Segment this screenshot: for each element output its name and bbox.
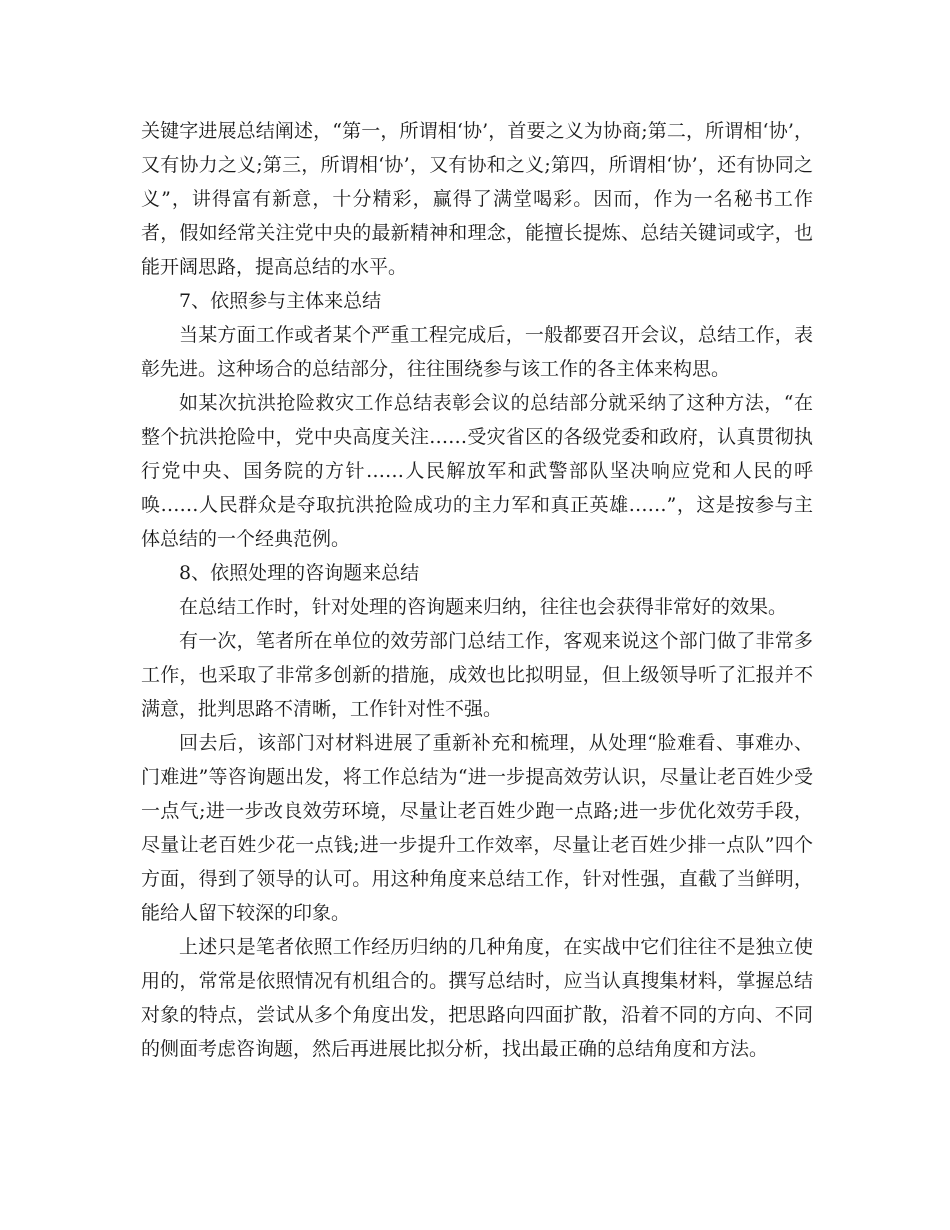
paragraph: 在总结工作时，针对处理的咨询题来归纳，往往也会获得非常好的效果。: [179, 596, 788, 618]
paragraph: 有一次，笔者所在单位的效劳部门总结工作，客观来说这个部门做了非常多工作，也采取了非常多创新的措施，成效也比拟明显，但上级领导听了汇报并不满意，批判思路不清晰，工作针对性不强。: [141, 630, 813, 720]
section-heading-7: 7、依照参与主体来总结: [179, 290, 382, 312]
paragraph: 如某次抗洪抢险救灾工作总结表彰会议的总结部分就采纳了这种方法，“在整个抗洪抢险中，党中央高度关注……受灾省区的各级党委和政府，认真贯彻执行党中央、国务院的方针……人民解放军和武警部队坚决响应党和人民的呼唤……人民群众是夺取抗洪抢险成功的主力军和真正英雄……”，这是按参与主体总结的一个经典范例。: [141, 392, 813, 550]
paragraph: 当某方面工作或者某个严重工程完成后，一般都要召开会议，总结工作，表彰先进。这种场合的总结部分，往往围绕参与该工作的各主体来构思。: [141, 324, 813, 380]
document-body: [141, 114, 813, 1066]
paragraph-continued: 关键字进展总结阐述，“第一，所谓相‘协’，首要之义为协商;第二，所谓相‘协’，又有协力之义;第三，所谓相‘协’，又有协和之义;第四，所谓相‘协’，还有协同之义”，讲得富有新意，十分精彩，赢得了满堂喝彩。因而，作为一名秘书工作者，假如经常关注党中央的最新精神和理念，能擅长提炼、总结关键词或字，也能开阔思路，提高总结的水平。: [141, 120, 813, 278]
paragraph: 回去后，该部门对材料进展了重新补充和梳理，从处理“脸难看、事难办、门难进”等咨询题出发，将工作总结为“进一步提高效劳认识，尽量让老百姓少受一点气;进一步改良效劳环境，尽量让老百姓少跑一点路;进一步优化效劳手段，尽量让老百姓少花一点钱;进一步提升工作效率，尽量让老百姓少排一点队”四个方面，得到了领导的认可。用这种角度来总结工作，针对性强，直截了当鲜明，能给人留下较深的印象。: [141, 732, 813, 924]
paragraph: 上述只是笔者依照工作经历归纳的几种角度，在实战中它们往往不是独立使用的，常常是依照情况有机组合的。撰写总结时，应当认真搜集材料，掌握总结对象的特点，尝试从多个角度出发，把思路向四面扩散，沿着不同的方向、不同的侧面考虑咨询题，然后再进展比拟分析，找出最正确的总结角度和方法。: [141, 936, 813, 1060]
section-heading-8: 8、依照处理的咨询题来总结: [179, 562, 420, 584]
